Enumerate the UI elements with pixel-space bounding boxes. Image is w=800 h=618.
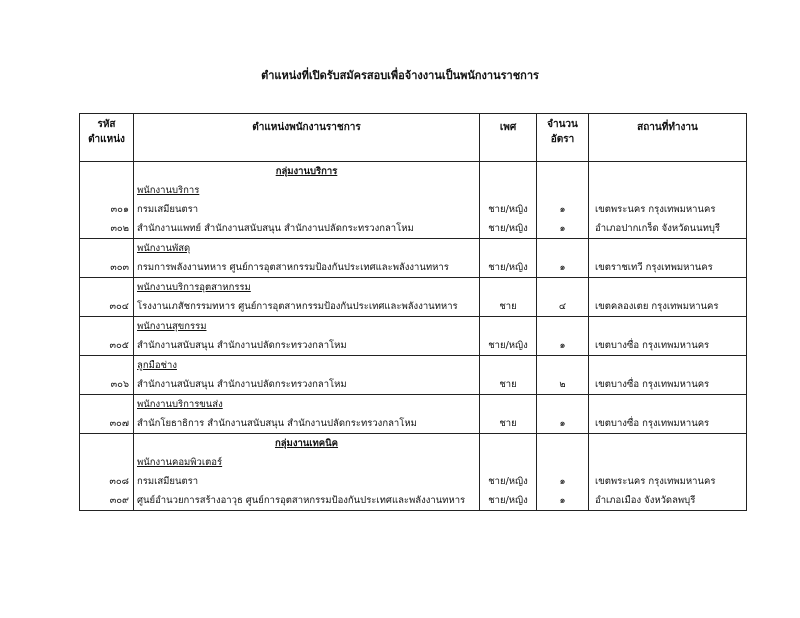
- positions-table: [79, 113, 747, 511]
- header-workplace: สถานที่ทำงาน: [589, 114, 747, 162]
- group-row: [80, 317, 747, 337]
- group-name: พนักงานสุขกรรม: [134, 317, 480, 337]
- row-position: สำนักโยธาธิการ สำนักงานสนับสนุน สำนักงานปลัดกระทรวงกลาโหม: [134, 414, 480, 434]
- header-count-line1: จำนวน: [547, 119, 578, 130]
- row-gender: ชาย/หญิง: [480, 491, 537, 511]
- row-code: ๓๐๔: [80, 297, 134, 317]
- header-code-line2: ตำแหน่ง: [88, 134, 125, 145]
- table-row: [80, 219, 747, 239]
- group-row: [80, 239, 747, 259]
- header-count: [537, 114, 589, 162]
- row-position: สำนักงานสนับสนุน สำนักงานปลัดกระทรวงกลาโหม: [134, 375, 480, 395]
- page-title: ตำแหน่งที่เปิดรับสมัครสอบเพื่อจ้างงานเป็นพนักงานราชการ: [261, 69, 539, 82]
- row-count: ๑: [537, 200, 589, 219]
- row-count: ๑: [537, 491, 589, 511]
- row-gender: ชาย: [480, 375, 537, 395]
- row-workplace: เขตบางซื่อ กรุงเทพมหานคร: [589, 375, 747, 395]
- header-code: [80, 114, 134, 162]
- row-position: กรมการพลังงานทหาร ศูนย์การอุตสาหกรรมป้องกันประเทศและพลังงานทหาร: [134, 258, 480, 278]
- group-row: [80, 356, 747, 376]
- row-code: ๓๐๗: [80, 414, 134, 434]
- header-position: ตำแหน่งพนักงานราชการ: [134, 114, 480, 162]
- row-count: ๒: [537, 375, 589, 395]
- table-header-row: [80, 114, 747, 162]
- section-title-service: กลุ่มงานบริการ: [134, 162, 480, 182]
- row-workplace: อำเภอเมือง จังหวัดลพบุรี: [589, 491, 747, 511]
- row-position: สำนักงานสนับสนุน สำนักงานปลัดกระทรวงกลาโหม: [134, 336, 480, 356]
- row-workplace: เขตบางซื่อ กรุงเทพมหานคร: [589, 336, 747, 356]
- group-name: พนักงานบริการ: [134, 181, 480, 200]
- row-workplace: เขตพระนคร กรุงเทพมหานคร: [589, 200, 747, 219]
- header-count-line2: อัตรา: [550, 134, 575, 145]
- row-workplace: เขตราชเทวี กรุงเทพมหานคร: [589, 258, 747, 278]
- row-gender: ชาย/หญิง: [480, 200, 537, 219]
- row-count: ๑: [537, 414, 589, 434]
- group-row: [80, 395, 747, 415]
- row-count: ๑: [537, 219, 589, 239]
- table-row: [80, 491, 747, 511]
- row-position: โรงงานเภสัชกรรมทหาร ศูนย์การอุตสาหกรรมป้องกันประเทศและพลังงานทหาร: [134, 297, 480, 317]
- row-count: ๔: [537, 297, 589, 317]
- row-code: ๓๐๑: [80, 200, 134, 219]
- table-row: [80, 414, 747, 434]
- row-position: ศูนย์อำนวยการสร้างอาวุธ ศูนย์การอุตสาหกรรมป้องกันประเทศและพลังงานทหาร: [134, 491, 480, 511]
- row-count: ๑: [537, 336, 589, 356]
- row-gender: ชาย/หญิง: [480, 219, 537, 239]
- header-code-line1: รหัส: [97, 119, 116, 130]
- row-workplace: อำเภอปากเกร็ด จังหวัดนนทบุรี: [589, 219, 747, 239]
- row-code: ๓๐๓: [80, 258, 134, 278]
- row-code: ๓๐๘: [80, 472, 134, 491]
- group-row: [80, 181, 747, 200]
- row-count: ๑: [537, 258, 589, 278]
- row-code: ๓๐๙: [80, 491, 134, 511]
- table-row: [80, 375, 747, 395]
- table-row: [80, 472, 747, 491]
- section-title-technical: กลุ่มงานเทคนิค: [134, 434, 480, 454]
- group-name: ลูกมือช่าง: [134, 356, 480, 376]
- row-gender: ชาย: [480, 297, 537, 317]
- row-position: กรมเสมียนตรา: [134, 200, 480, 219]
- row-code: ๓๐๕: [80, 336, 134, 356]
- group-row: [80, 453, 747, 472]
- group-name: พนักงานคอมพิวเตอร์: [134, 453, 480, 472]
- table-row: [80, 297, 747, 317]
- section-row-service: [80, 162, 747, 182]
- row-position: กรมเสมียนตรา: [134, 472, 480, 491]
- row-position: สำนักงานแพทย์ สำนักงานสนับสนุน สำนักงานปลัดกระทรวงกลาโหม: [134, 219, 480, 239]
- group-name: พนักงานบริการขนส่ง: [134, 395, 480, 415]
- row-workplace: เขตบางซื่อ กรุงเทพมหานคร: [589, 414, 747, 434]
- row-count: ๑: [537, 472, 589, 491]
- row-gender: ชาย/หญิง: [480, 472, 537, 491]
- group-row: [80, 278, 747, 298]
- table-row: [80, 258, 747, 278]
- section-row-technical: [80, 434, 747, 454]
- table-row: [80, 200, 747, 219]
- row-gender: ชาย/หญิง: [480, 336, 537, 356]
- row-code: ๓๐๖: [80, 375, 134, 395]
- row-workplace: เขตคลองเตย กรุงเทพมหานคร: [589, 297, 747, 317]
- row-workplace: เขตพระนคร กรุงเทพมหานคร: [589, 472, 747, 491]
- row-code: ๓๐๒: [80, 219, 134, 239]
- group-name: พนักงานพัสดุ: [134, 239, 480, 259]
- row-gender: ชาย/หญิง: [480, 258, 537, 278]
- row-gender: ชาย: [480, 414, 537, 434]
- table-row: [80, 336, 747, 356]
- group-name: พนักงานบริการอุตสาหกรรม: [134, 278, 480, 298]
- header-gender: เพศ: [480, 114, 537, 162]
